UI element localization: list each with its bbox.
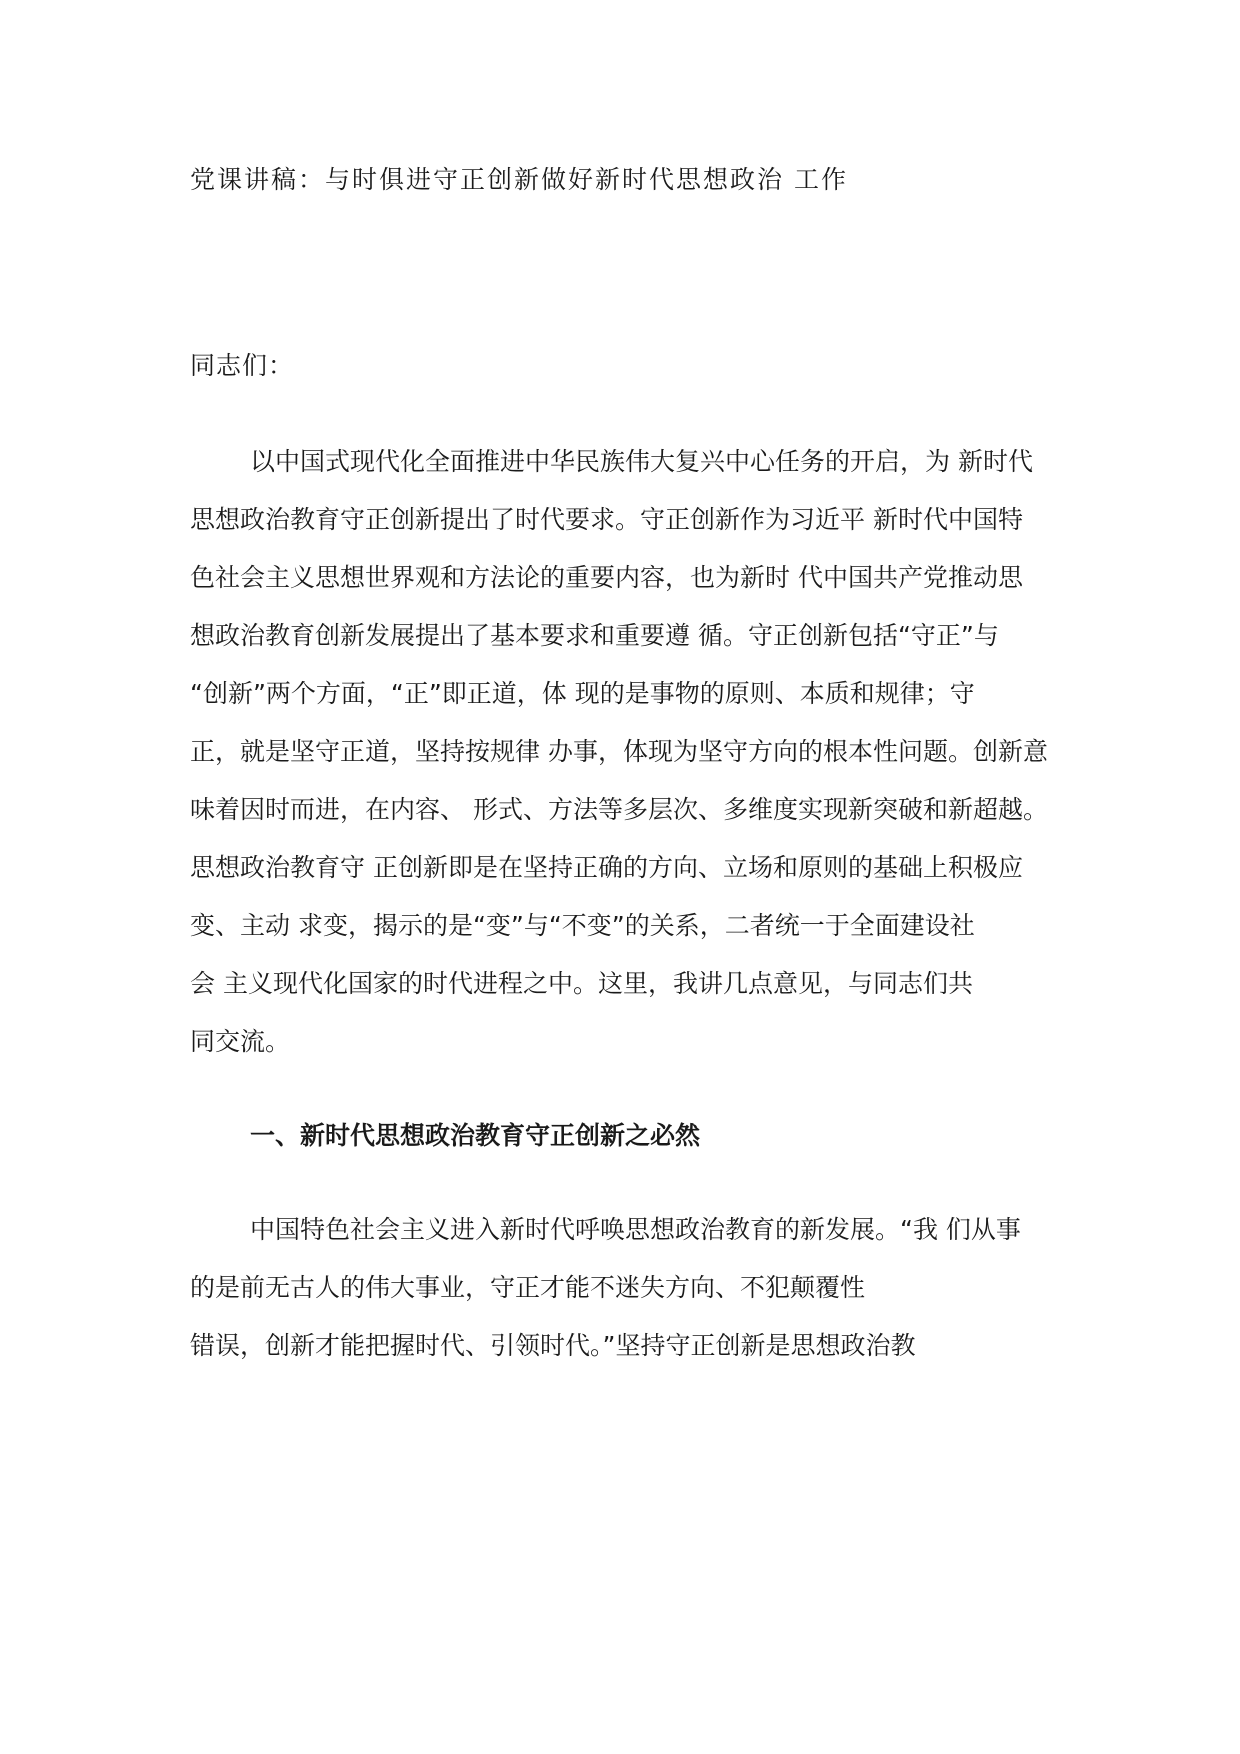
document-title: 党课讲稿：与时俱进守正创新做好新时代思想政治 工作 [190, 165, 848, 194]
greeting: 同志们： [190, 351, 295, 380]
paragraph-line: “创新”两个方面，“正”即正道，体 现的是事物的原则、本质和规律；守 [190, 679, 975, 708]
paragraph-line: 正，就是坚守正道，坚持按规律 办事，体现为坚守方向的根本性问题。创新意 [190, 737, 1048, 766]
paragraph-line: 想政治教育创新发展提出了基本要求和重要遵 循。守正创新包括“守正”与 [190, 621, 999, 650]
paragraph-line: 思想政治教育守 正创新即是在坚持正确的方向、立场和原则的基础上积极应 [190, 853, 1023, 882]
paragraph-line: 变、主动 求变，揭示的是“变”与“不变”的关系，二者统一于全面建设社 [190, 911, 975, 940]
paragraph-line: 以中国式现代化全面推进中华民族伟大复兴中心任务的开启，为 新时代 [250, 447, 1033, 476]
paragraph-line: 的是前无古人的伟大事业，守正才能不迷失方向、不犯颠覆性 [190, 1273, 866, 1302]
paragraph-line: 错误，创新才能把握时代、引领时代。”坚持守正创新是思想政治教 [190, 1331, 916, 1360]
paragraph-line: 味着因时而进，在内容、 形式、方法等多层次、多维度实现新突破和新超越。 [190, 795, 1048, 824]
paragraph-line: 会 主义现代化国家的时代进程之中。这里，我讲几点意见，与同志们共 [190, 969, 973, 998]
paragraph-line: 中国特色社会主义进入新时代呼唤思想政治教育的新发展。“我 们从事 [250, 1215, 1021, 1244]
section-heading: 一、新时代思想政治教育守正创新之必然 [250, 1121, 701, 1150]
paragraph-line: 同交流。 [190, 1027, 291, 1056]
paragraph-line: 思想政治教育守正创新提出了时代要求。守正创新作为习近平 新时代中国特 [190, 505, 1023, 534]
paragraph-line: 色社会主义思想世界观和方法论的重要内容，也为新时 代中国共产党推动思 [190, 563, 1023, 592]
